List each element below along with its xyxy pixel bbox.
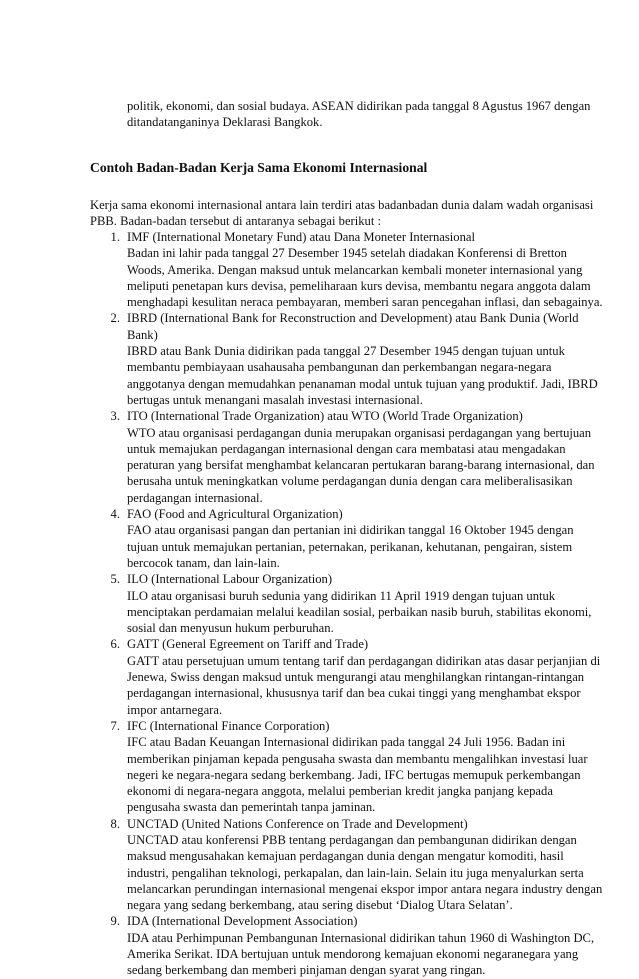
item-title: IMF (International Monetary Fund) atau Dana Moneter Internasional bbox=[127, 230, 475, 244]
item-description: WTO atau organisasi perdagangan dunia merupakan organisasi perdagangan yang bertujuan untuk memajukan perdagangan internasional dengan cara membatasi atau mengadakan peraturan yang bersifat menghambat kelancaran pertukaran barang-barang internasional, dan berusaha untuk meningkatkan volume perdagangan dunia dengan cara meliberalisasikan perdagangan internasional. bbox=[127, 425, 595, 505]
item-description: IBRD atau Bank Dunia didirikan pada tanggal 27 Desember 1945 dengan tujuan untuk membantu pembiayaan usahausaha pembangunan dan perkembangan negara-negara anggotanya dengan memudahkan penanaman modal untuk tujuan yang produktif. Jadi, IBRD bertugas untuk menangani masalah investasi internasional. bbox=[127, 344, 598, 407]
item-description: Badan ini lahir pada tanggal 27 Desember 1945 setelah diadakan Konferensi di Bretton Woods, Amerika. Dengan maksud untuk melancarkan kembali moneter internasional yang meliputi penetapan kurs devisa, pemeliharaan kurs devisa, membantu negara anggota dalam menghadapi kesulitan neraca pembayaran, memberi saran pencegahan inflasi, dan sebagainya. bbox=[127, 246, 603, 310]
item-title: IDA (International Development Association) bbox=[127, 914, 358, 929]
item-title: ILO (International Labour Organization) bbox=[127, 572, 333, 587]
list-number: 7. bbox=[110, 718, 120, 733]
list-item bbox=[90, 816, 606, 914]
item-title: UNCTAD (United Nations Conference on Trade and Development) bbox=[127, 816, 468, 831]
item-title: IBRD (International Bank for Reconstruction and Development) atau Bank Dunia (World Bank) bbox=[127, 311, 579, 342]
list-item bbox=[90, 229, 606, 310]
lead-paragraph: Kerja sama ekonomi internasional antara lain terdiri atas badanbadan dunia dalam wadah organisasi PBB. Badan-badan tersebut di antaranya sebagai berikut : bbox=[90, 198, 594, 229]
list-number: 3. bbox=[110, 409, 120, 424]
item-title: IFC (International Finance Corporation) bbox=[127, 718, 330, 733]
organization-list bbox=[90, 229, 606, 979]
item-description: IDA atau Perhimpunan Pembangunan Internasional didirikan tahun 1960 di Washington DC, Amerika Serikat. IDA bertujuan untuk mendorong kemajuan ekonomi negaranegara yang sedang berkembang dan memberi pinjaman dengan syarat yang ringan. bbox=[127, 930, 595, 978]
item-title: GATT (General Egreement on Tariff and Trade) bbox=[127, 637, 369, 652]
item-description: FAO atau organisasi pangan dan pertanian ini didirikan tanggal 16 Oktober 1945 dengan tujuan untuk memajukan pertanian, peternakan, perikanan, kehutanan, pengairan, sistem bercocok tanam, dan lain-lain. bbox=[127, 523, 574, 570]
section-heading: Contoh Badan-Badan Kerja Sama Ekonomi Internasional bbox=[90, 160, 428, 175]
list-number: 6. bbox=[110, 637, 120, 652]
item-title: ITO (International Trade Organization) atau WTO (World Trade Organization) bbox=[127, 409, 523, 424]
list-item bbox=[90, 506, 606, 571]
list-number: 5. bbox=[110, 572, 120, 587]
list-item bbox=[90, 310, 606, 408]
list-item bbox=[90, 718, 606, 816]
intro-paragraph: politik, ekonomi, dan sosial budaya. ASEAN didirikan pada tanggal 8 Agustus 1967 dengan ditandatanganinya Deklarasi Bangkok. bbox=[127, 99, 591, 130]
list-item bbox=[90, 408, 606, 506]
list-item bbox=[90, 636, 606, 717]
list-number: 4. bbox=[110, 507, 120, 522]
list-item bbox=[90, 913, 606, 978]
item-description: UNCTAD atau konferensi PBB tentang perdagangan dan pembangunan didirikan dengan maksud mengusahakan kemajuan perdagangan dunia dengan mengatur komoditi, hasil industri, pengalihan teknologi, perkapalan, dan lain-lain. Selain itu juga menyalurkan serta melancarkan perundingan internasional mengenai ekspor impor antara negara industry dengan negara yang sedang berkembang, atau sering disebut ‘Dialog Utara Selatan’. bbox=[127, 832, 603, 913]
item-description: GATT atau persetujuan umum tentang tarif dan perdagangan didirikan atas dasar perjanjian di Jenewa, Swiss dengan maksud untuk mengurangi atau menghilangkan rintangan-rintangan perdagangan internasional, khususnya tarif dan bea cukai tinggi yang menghambat ekspor impor antarnegara. bbox=[127, 653, 601, 717]
list-number: 8. bbox=[110, 816, 120, 831]
item-title: FAO (Food and Agricultural Organization) bbox=[127, 507, 343, 522]
list-item bbox=[90, 571, 606, 636]
item-description: IFC atau Badan Keuangan Internasional didirikan pada tanggal 24 Juli 1956. Badan ini memberikan pinjaman kepada pengusaha swasta dan membantu mengalihkan investasi luar negeri ke negara-negara sedang berkembang. Jadi, IFC bertugas memupuk perkembangan ekonomi di negara-negara anggota, melalui pemberian kredit jangka panjang kepada pengusaha swasta dan pemerintah tanpa jaminan. bbox=[127, 735, 588, 815]
list-number: 1. bbox=[110, 230, 120, 244]
item-description: ILO atau organisasi buruh sedunia yang didirikan 11 April 1919 dengan tujuan untuk menciptakan perdamaian melalui keadilan sosial, perbaikan nasib buruh, stabilitas ekonomi, sosial dan menyusun hukum perburuhan. bbox=[127, 588, 592, 636]
list-number: 9. bbox=[110, 914, 120, 929]
list-number: 2. bbox=[110, 311, 120, 326]
